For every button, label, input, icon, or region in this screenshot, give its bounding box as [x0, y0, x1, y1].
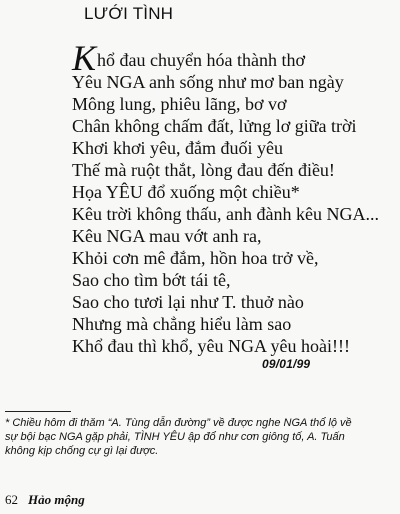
- poem-line-1: [72, 38, 382, 78]
- footnote: [5, 416, 395, 458]
- poem-line-5: Khơi khơi yêu, đắm đuối yêu: [72, 138, 284, 158]
- footnote-line-3: không kịp chống cự gì lại được.: [5, 445, 159, 457]
- poem-body: [72, 38, 382, 357]
- page-footer: [5, 492, 85, 508]
- book-title: Hảo mộng: [28, 492, 85, 507]
- poem-line-14: Khổ đau thì khổ, yêu NGA yêu hoài!!!: [72, 336, 350, 356]
- poem-line-12: Sao cho tươi lại như T. thuở nào: [72, 292, 304, 312]
- poem-line-7: Họa YÊU đổ xuống một chiều*: [72, 182, 300, 202]
- poem-line-13: Nhưng mà chẳng hiểu làm sao: [72, 314, 292, 334]
- poem-line-10: Khỏi cơn mê đắm, hồn hoa trở về,: [72, 248, 319, 268]
- poem-line-4: Chân không chấm đất, lửng lơ giữa trời: [72, 116, 357, 136]
- footnote-line-2: sự bội bạc NGA gặp phải, TÌNH YÊU ập đổ như cơn giông tố, A. Tuấn: [5, 431, 345, 443]
- poem-line-11: Sao cho tìm bớt tái tê,: [72, 270, 231, 290]
- poem-line-3: Mông lung, phiêu lãng, bơ vơ: [72, 94, 287, 114]
- poem-line-9: Kêu NGA mau vớt anh ra,: [72, 226, 262, 246]
- poem-first-line-rest: hổ đau chuyển hóa thành thơ: [97, 50, 305, 70]
- poem-date: 09/01/99: [262, 357, 311, 371]
- poem-line-2: Yêu NGA anh sống như mơ ban ngày: [72, 72, 344, 92]
- poem-dropcap: K: [72, 38, 96, 78]
- poem-title: LƯỚI TÌNH: [84, 4, 174, 23]
- poem-line-8: Kêu trời không thấu, anh đành kêu NGA...: [72, 204, 379, 224]
- poem-line-6: Thế mà ruột thắt, lòng đau đến điều!: [72, 160, 335, 180]
- footnote-divider: [5, 411, 71, 412]
- page-number: 62: [5, 492, 18, 507]
- footnote-line-1: * Chiều hôm đi thăm “A. Tùng dẫn đường” về được nghe NGA thổ lộ về: [5, 417, 352, 429]
